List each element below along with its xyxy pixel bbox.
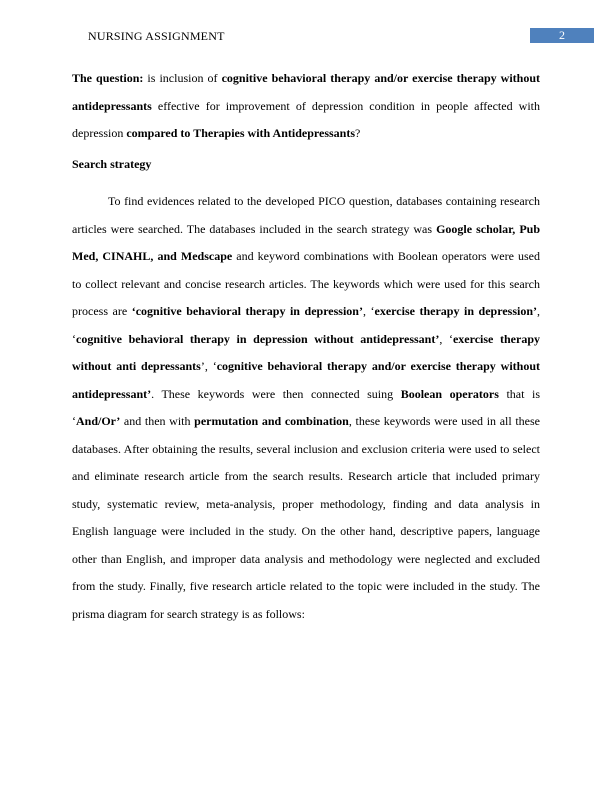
permutation-combination: permutation and combination: [194, 414, 349, 428]
keyword-4: exercise therapy without anti depressants: [72, 331, 540, 373]
document-body: [72, 65, 540, 628]
search-text-6: ’, ‘: [200, 359, 217, 373]
page-number-badge: 2: [530, 28, 594, 43]
boolean-operators: Boolean operators: [400, 386, 499, 401]
question-intervention: cognitive behavioral therapy and/or exercise therapy without antidepressants: [72, 71, 541, 113]
search-text-9: and then with: [120, 414, 195, 428]
search-text-3: , ‘: [362, 304, 375, 318]
search-text-2: and keyword combinations with Boolean operators were used to collect relevant and concise research articles. The keywords which were used for this search process are: [72, 249, 540, 318]
search-databases: Google scholar, Pub Med, CINAHL, and Medscape: [72, 221, 540, 263]
pico-question-paragraph: [72, 65, 540, 148]
question-label: The question:: [72, 71, 144, 85]
and-or-operators: And/Or’: [76, 414, 121, 428]
search-text-1: To find evidences related to the developed PICO question, databases containing research articles were searched. The databases included in the search strategy was: [72, 194, 540, 236]
search-text-10: , these keywords were used in all these databases. After obtaining the results, several inclusion and exclusion criteria were used to select and eliminate research article from the search results. Research article that included primary study, systematic review, meta-analysis, proper methodology, finding and data analysis in English language were included in the study. On the other hand, descriptive papers, language other than English, and improper data analysis and methodology were neglected and excluded from the study. Finally, five research article related to the topic were included in the study. The prisma diagram for search strategy is as follows:: [72, 414, 540, 621]
search-text-7: . These keywords were then connected suing: [151, 386, 401, 401]
keyword-5: cognitive behavioral therapy and/or exercise therapy without antidepressant’: [72, 359, 540, 401]
section-heading: Search strategy: [72, 156, 152, 171]
search-text-5: , ‘: [439, 331, 453, 346]
keyword-1: ‘cognitive behavioral therapy in depression’: [131, 304, 363, 318]
question-comparison: compared to Therapies with Antidepressants: [126, 126, 356, 140]
search-strategy-paragraph: [72, 188, 540, 628]
question-text-1: is inclusion of: [143, 71, 222, 85]
keyword-2: exercise therapy in depression’: [374, 304, 538, 318]
search-text-4: , ‘: [72, 304, 541, 346]
keyword-3: cognitive behavioral therapy in depression without antidepressant’: [76, 331, 440, 346]
question-text-3: ?: [355, 126, 361, 140]
running-head: NURSING ASSIGNMENT: [88, 29, 225, 43]
search-text-8: that is ‘: [72, 386, 541, 428]
question-text-2: effective for improvement of depression condition in people affected with depression: [72, 98, 540, 140]
